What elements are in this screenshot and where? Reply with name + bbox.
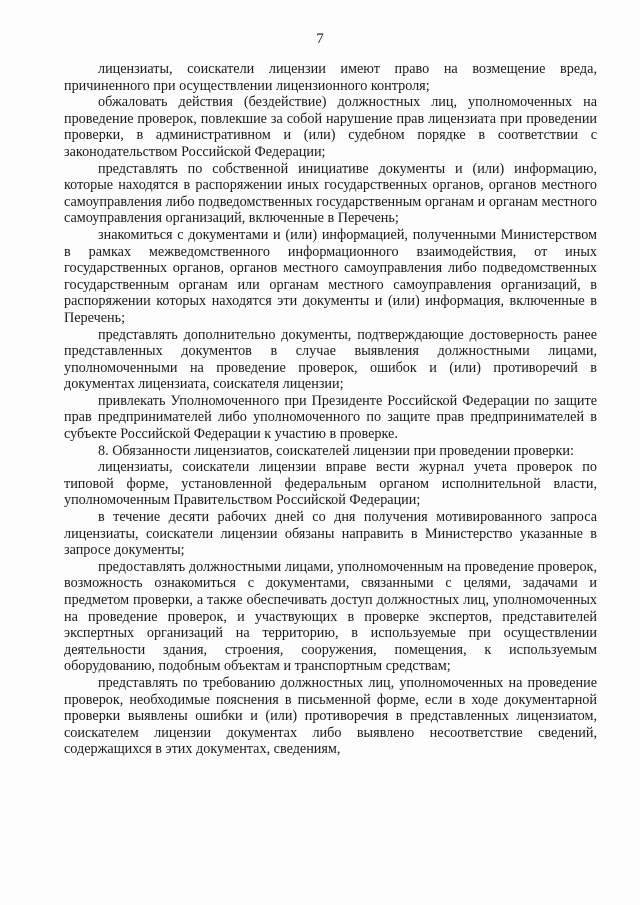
paragraph-request-deadline: в течение десяти рабочих дней со дня получения мотивированного запроса лицензиаты, соискатели лицензии обязаны направить в Министерство указанные в запросе документы;	[64, 509, 597, 559]
page-number: 7	[316, 31, 324, 47]
paragraph-appeal-right: обжаловать действия (бездействие) должностных лиц, уполномоченных на проведение проверок, повлекшие за собой нарушение прав лицензиата при проведении проверки, в административном и (или) судебном порядке в соответствии с законодательством Российской Федерации;	[64, 94, 597, 160]
paragraph-provide-access: предоставлять должностными лицами, уполномоченным на проведение проверок, возможность ознакомиться с документами, связанными с целями, задачами и предметом проверки, а также обеспечивать доступ должностных лиц, уполномоченных на проведение проверок, и участвующих в проверке экспертов, представителей экспертных организаций на территорию, в используемые при осуществлении деятельности здания, строения, сооружения, помещения, к используемым оборудованию, подобным объектам и транспортным средствам;	[64, 558, 597, 675]
paragraph-written-explanations: представлять по требованию должностных лиц, уполномоченных на проведение проверок, необходимые пояснения в письменной форме, если в ходе документарной проверки выявлены ошибки и (или) противоречия в представленных лицензиатом, соискателем лицензии документах либо выявлено несоответствие сведений, содержащихся в этих документах, сведениям,	[64, 674, 597, 758]
document-body	[64, 61, 597, 758]
paragraph-section-8-heading: 8. Обязанности лицензиатов, соискателей лицензии при проведении проверки:	[98, 442, 574, 459]
paragraph-ombudsman: привлекать Уполномоченного при Президенте Российской Федерации по защите прав предпринимателей либо уполномоченного по защите прав предпринимателей в субъекте Российской Федерации к участию в проверке.	[64, 392, 597, 443]
paragraph-compensation-right: лицензиаты, соискатели лицензии имеют право на возмещение вреда, причиненного при осуществлении лицензионного контроля;	[64, 61, 597, 94]
paragraph-inspection-log: лицензиаты, соискатели лицензии вправе вести журнал учета проверок по типовой форме, установленной федеральным органом исполнительной власти, уполномоченным Правительством Российской Федерации;	[64, 459, 597, 509]
paragraph-additional-documents: представлять дополнительно документы, подтверждающие достоверность ранее представленных документов в случае выявления должностными лицами, уполномоченными на проведение проверок, ошибок и (или) противоречий в документах лицензиата, соискателя лицензии;	[64, 326, 597, 393]
paragraph-review-documents: знакомиться с документами и (или) информацией, полученными Министерством в рамках межведомственного информационного взаимодействия, от иных государственных органов, органов местного самоуправления либо подведомственных государственным органам или органам местного самоуправления организаций, в распоряжении которых находятся эти документы и (или) информация, включенные в Перечень;	[64, 226, 597, 326]
paragraph-submit-documents: представлять по собственной инициативе документы и (или) информацию, которые находятся в распоряжении иных государственных органов, органов местного самоуправления либо подведомственных государственным органам и органам местного самоуправления организаций, включенные в Перечень;	[64, 160, 597, 227]
